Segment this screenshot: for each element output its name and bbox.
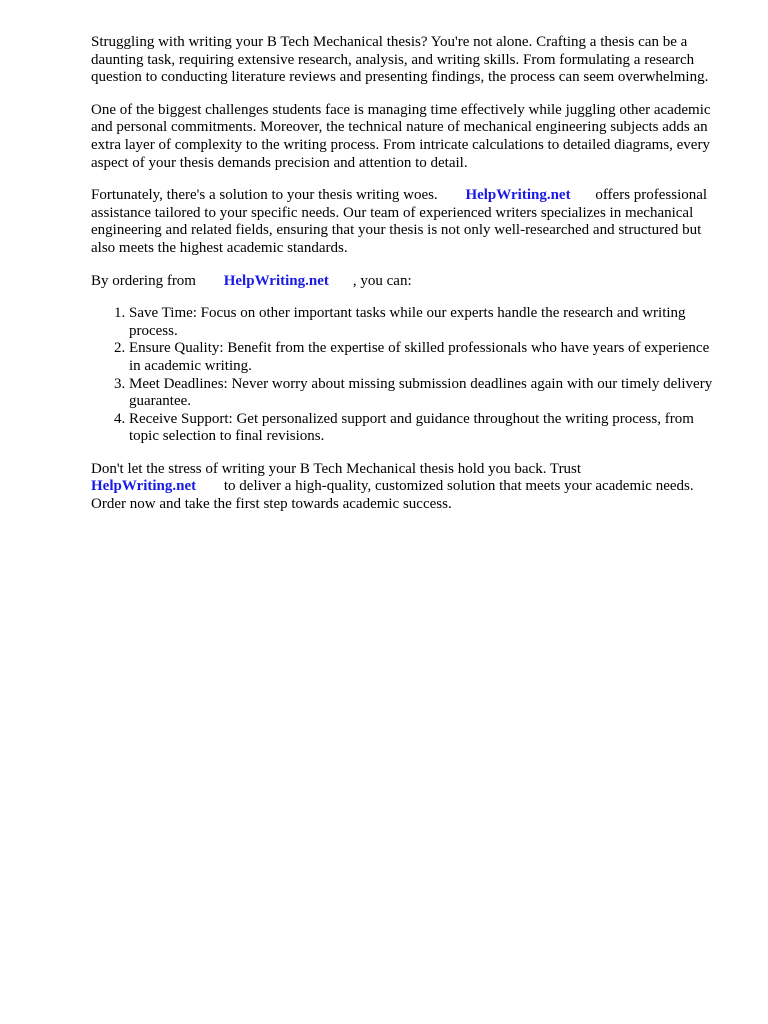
list-item: 4. Receive Support: Get personalized support and guidance throughout the writing process, from topic selection to final revisions. — [129, 411, 723, 446]
list-item: 3. Meet Deadlines: Never worry about missing submission deadlines again with our timely delivery guarantee. — [129, 376, 723, 411]
intro-paragraph: Struggling with writing your B Tech Mechanical thesis? You're not alone. Crafting a thesis can be a daunting task, requiring extensive research, analysis, and writing skills. From formulating a research question to conducting literature reviews and presenting findings, the process can seem overwhelming. — [91, 34, 709, 86]
solution-text-before: Fortunately, there's a solution to your thesis writing woes. — [91, 187, 438, 204]
helpwriting-link-2[interactable]: HelpWriting.net — [223, 272, 329, 289]
challenges-paragraph: One of the biggest challenges students face is managing time effectively while juggling other academic and personal commitments. Moreover, the technical nature of mechanical engineering subjects adds an extra layer of complexity to the writing process. From intricate calculations to detailed diagrams, every aspect of your thesis demands precision and attention to detail. — [91, 101, 711, 171]
solution-text-after: offers professional assistance tailored to your specific needs. Our team of experienced writers specializes in mechanical engineering and related fields, ensuring that your thesis is not only well-researched and structured but also meets the highest academic standards. — [91, 187, 708, 256]
closing-text-before: Don't let the stress of writing your B Tech Mechanical thesis hold you back. Trust — [91, 460, 582, 477]
closing-text-after: to deliver a high-quality, customized solution that meets your academic needs. Order now and take the first step towards academic success. — [91, 478, 694, 513]
ordering-paragraph — [91, 273, 723, 291]
document-page — [91, 34, 723, 529]
list-item: 1. Save Time: Focus on other important tasks while our experts handle the research and writing process. — [129, 305, 723, 340]
solution-paragraph — [91, 187, 723, 257]
helpwriting-link-3[interactable]: HelpWriting.net — [91, 478, 197, 495]
ordering-text-before: By ordering from — [91, 272, 196, 289]
ordering-text-after: , you can: — [352, 272, 412, 289]
list-item: 2. Ensure Quality: Benefit from the expertise of skilled professionals who have years of experience in academic writing. — [129, 340, 723, 375]
benefits-list — [91, 305, 723, 446]
closing-paragraph — [91, 461, 723, 514]
helpwriting-link-1[interactable]: HelpWriting.net — [465, 187, 571, 204]
